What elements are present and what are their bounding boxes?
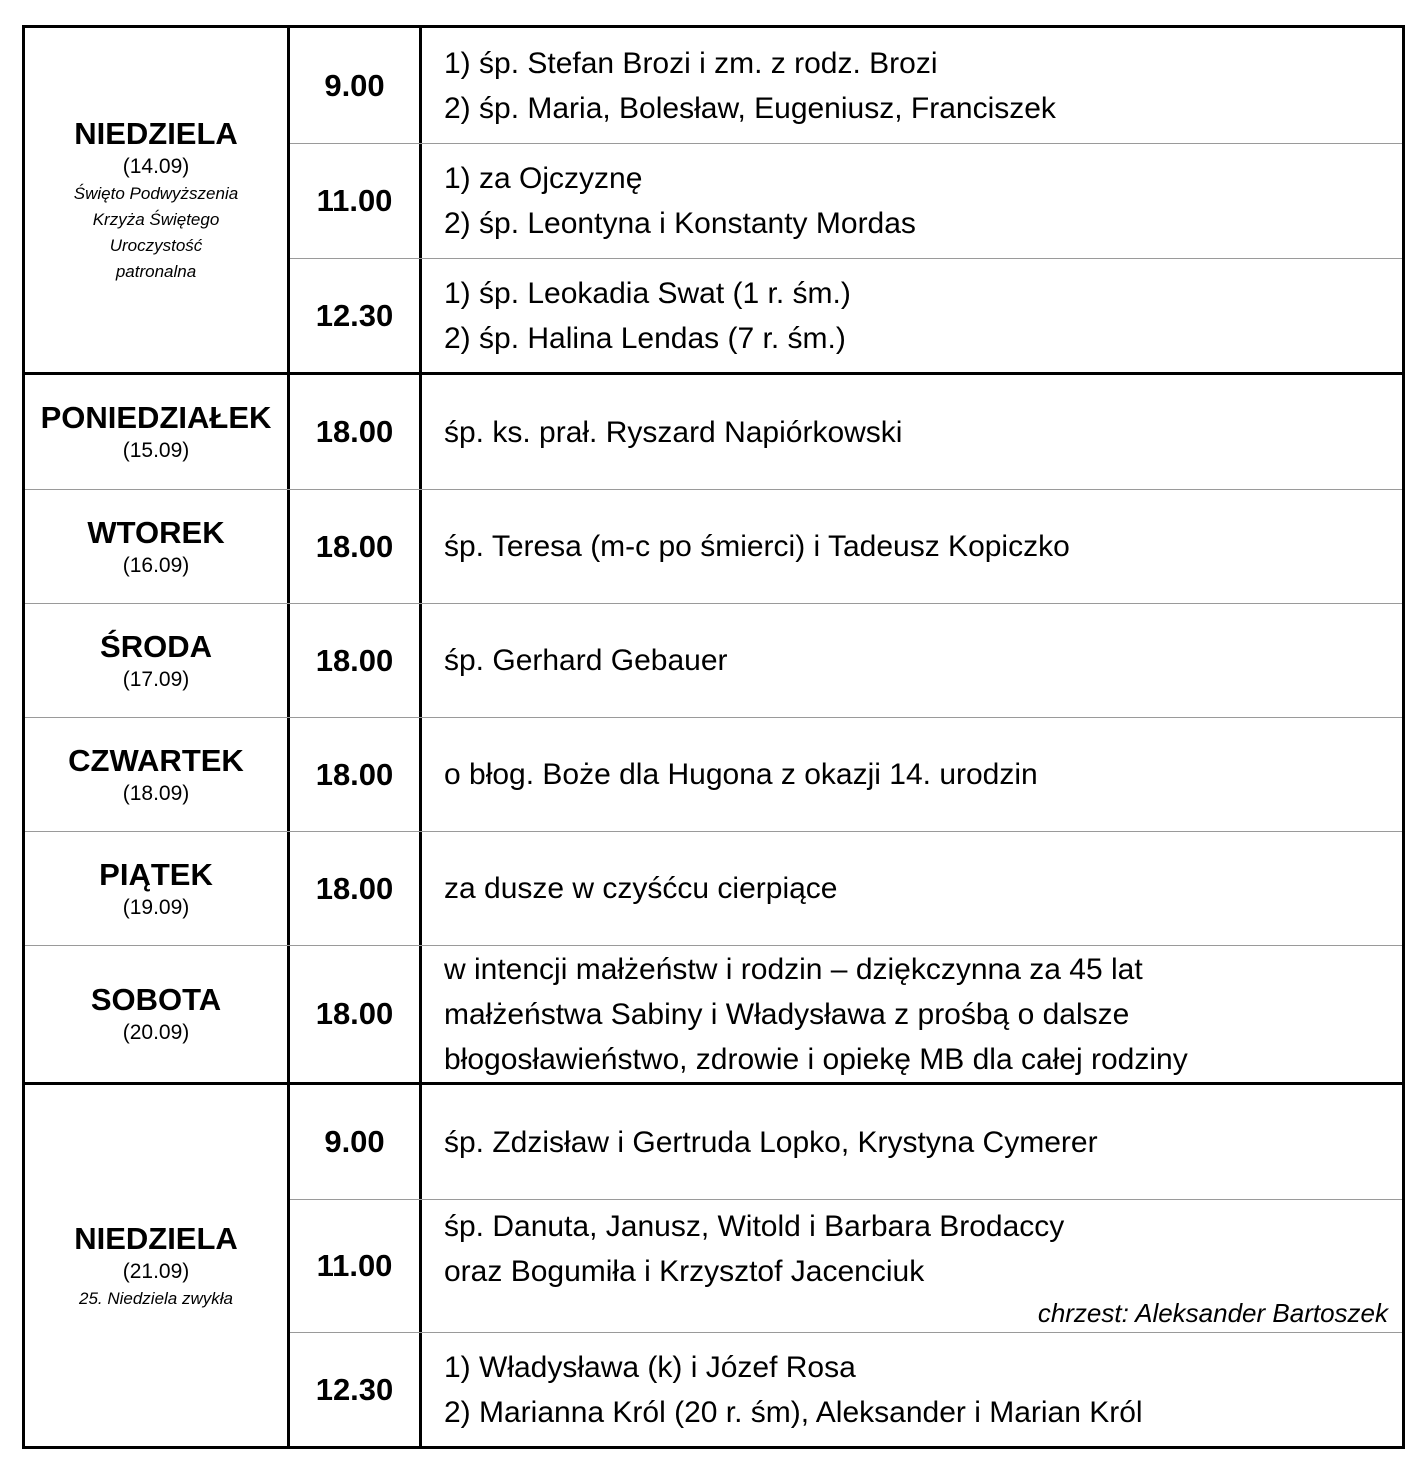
day-name: PIĄTEK	[99, 856, 213, 892]
day-date: (18.09)	[122, 781, 190, 805]
day-note: Krzyża Świętego	[92, 210, 220, 229]
mass-time: 18.00	[315, 642, 394, 678]
intention-line: 2) śp. Maria, Bolesław, Eugeniusz, Franciszek	[444, 91, 1056, 125]
day-date: (17.09)	[122, 667, 190, 691]
mass-intentions	[422, 1200, 1402, 1332]
day-name: SOBOTA	[90, 982, 222, 1017]
intention-line: 2) śp. Leontyna i Konstanty Mordas	[444, 207, 916, 240]
day-cell-monday	[25, 375, 287, 489]
mass-intentions	[422, 28, 1402, 143]
day-cell-sunday-2109	[25, 1085, 287, 1446]
intention-line: 2) Marianna Król (20 r. śm), Aleksander i Marian Król	[444, 1395, 1143, 1429]
day-note: 25. Niedziela zwykła	[78, 1288, 233, 1308]
mass-intentions	[422, 1085, 1402, 1199]
mass-intentions	[422, 946, 1402, 1082]
mass-schedule-table	[22, 25, 1405, 1449]
day-cell-friday	[25, 832, 287, 945]
mass-time: 18.00	[315, 996, 394, 1031]
intention-line: 1) za Ojczyznę	[444, 162, 643, 195]
mass-intentions	[422, 144, 1402, 258]
intention-line: 1) śp. Stefan Brozi i zm. z rodz. Brozi	[444, 46, 938, 80]
mass-time: 9.00	[324, 67, 385, 103]
mass-time: 11.00	[316, 1248, 393, 1283]
day-date: (19.09)	[122, 895, 190, 919]
day-name: ŚRODA	[100, 628, 212, 664]
intention-line: błogosławieństwo, zdrowie i opiekę MB dla całej rodziny	[444, 1042, 1188, 1076]
day-cell-saturday	[25, 946, 287, 1082]
intention-line: małżeństwa Sabiny i Władysława z prośbą o dalsze	[444, 997, 1130, 1031]
mass-intentions	[422, 718, 1402, 831]
mass-time: 18.00	[315, 870, 394, 906]
intention-line: śp. Zdzisław i Gertruda Lopko, Krystyna Cymerer	[444, 1125, 1098, 1159]
mass-time: 9.00	[324, 1124, 385, 1159]
intention-line: w intencji małżeństw i rodzin – dziękczynna za 45 lat	[444, 952, 1143, 986]
mass-time: 12.30	[315, 1371, 394, 1407]
intention-line: śp. ks. prał. Ryszard Napiórkowski	[444, 415, 903, 449]
day-date: (21.09)	[122, 1259, 190, 1283]
mass-intentions	[422, 1333, 1402, 1446]
day-date: (20.09)	[122, 1021, 190, 1044]
day-cell-wednesday	[25, 604, 287, 717]
intention-line: śp. Teresa (m-c po śmierci) i Tadeusz Kopiczko	[444, 530, 1070, 563]
day-note: patronalna	[115, 262, 197, 281]
intention-line: śp. Danuta, Janusz, Witold i Barbara Brodaccy	[444, 1210, 1065, 1243]
day-name: NIEDZIELA	[74, 1220, 238, 1256]
intention-line: za dusze w czyśćcu cierpiące	[444, 872, 838, 905]
mass-time: 12.30	[315, 297, 394, 333]
mass-intentions	[422, 259, 1402, 372]
intention-line: o błog. Boże dla Hugona z okazji 14. urodzin	[444, 758, 1038, 791]
intention-line: 2) śp. Halina Lendas (7 r. śm.)	[444, 321, 846, 355]
day-cell-thursday	[25, 718, 287, 831]
mass-intentions	[422, 375, 1402, 489]
baptism-note: chrzest: Aleksander Bartoszek	[1037, 1298, 1388, 1328]
intention-line: 1) śp. Leokadia Swat (1 r. śm.)	[444, 276, 851, 310]
day-name: NIEDZIELA	[74, 116, 238, 151]
mass-intentions	[422, 604, 1402, 717]
mass-time: 18.00	[315, 414, 394, 449]
day-name: WTOREK	[87, 514, 225, 550]
intention-line: oraz Bogumiła i Krzysztof Jacenciuk	[444, 1255, 925, 1288]
day-name: CZWARTEK	[68, 742, 244, 778]
day-name: PONIEDZIAŁEK	[40, 400, 272, 435]
mass-time: 18.00	[315, 528, 394, 564]
mass-intentions	[422, 832, 1402, 945]
mass-intentions	[422, 490, 1402, 603]
day-note: Święto Podwyższenia	[73, 184, 239, 203]
day-date: (16.09)	[122, 553, 190, 577]
mass-time: 18.00	[315, 756, 394, 792]
intention-line: śp. Gerhard Gebauer	[444, 644, 728, 677]
day-note: Uroczystość	[109, 236, 203, 255]
day-date: (15.09)	[122, 439, 190, 462]
day-cell-sunday-1409	[25, 28, 287, 372]
day-cell-tuesday	[25, 490, 287, 603]
intention-line: 1) Władysława (k) i Józef Rosa	[444, 1350, 856, 1384]
day-date: (14.09)	[122, 155, 190, 178]
mass-time: 11.00	[316, 183, 393, 218]
